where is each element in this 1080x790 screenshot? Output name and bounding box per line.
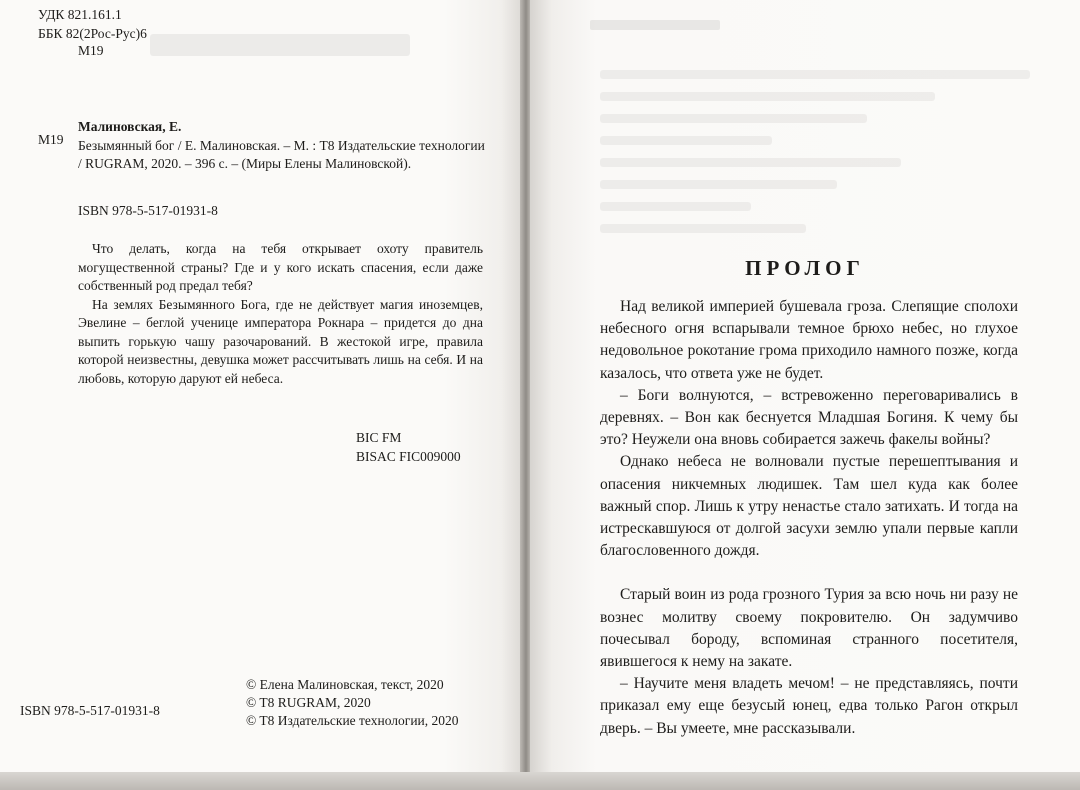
right-page xyxy=(530,0,1080,790)
show-through-lines xyxy=(600,70,1030,246)
body-paragraph: Однако небеса не волновали пустые перешептывания и опасения никчемных людишек. Там шел куда как более важный спор. Лишь к утру ненастье стало затихать. И тогда на истрескавшуюся от долгой засухи землю упали первые капли благословенного дождя. xyxy=(600,453,1018,560)
body-paragraph: Старый воин из рода грозного Турия за всю ночь ни разу не вознес молитву своему покровителю. Он задумчиво почесывал бороду, вспоминая странного посетителя, явившегося к нему на закате. xyxy=(600,586,1018,671)
copyright-line: © T8 RUGRAM, 2020 xyxy=(246,695,371,710)
annotation xyxy=(78,240,483,388)
body-paragraph: – Научите меня владеть мечом! – не представляясь, почти приказал ему еще безусый юнец, едва только Рагон открыл дверь. – Вы умеете, мне рассказывали. xyxy=(600,675,1018,737)
isbn-bottom: ISBN 978-5-517-01931-8 xyxy=(20,703,160,718)
author-mark: М19 xyxy=(78,43,104,58)
body-paragraph: Над великой империей бушевала гроза. Слепящие сполохи небесного огня вспарывали темное брюхо небес, но глухое недовольное рокотание грома приходило намного позже, когда казалось, что ответа уже не будет. xyxy=(600,298,1018,382)
copyright-line: © T8 Издательские технологии, 2020 xyxy=(246,713,459,728)
chapter-title: ПРОЛОГ xyxy=(745,256,865,280)
chapter-body xyxy=(600,296,1018,740)
entry-author: Малиновская, Е. xyxy=(78,119,182,134)
copyright-line: © Елена Малиновская, текст, 2020 xyxy=(246,677,444,692)
scan-bottom-edge xyxy=(0,772,1080,790)
isbn: ISBN 978-5-517-01931-8 xyxy=(78,203,218,218)
bisac-code: BISAC FIC009000 xyxy=(356,449,461,464)
annotation-paragraph: На землях Безымянного Бога, где не действует магия иноземцев, Эвелине – беглой ученице императора Рокнара – придется до дна выпить горькую чашу разочарований. В жестокой игре, правила которой неизвестны, девушка может рассчитывать лишь на себя. И на любовь, которую даруют ей небеса. xyxy=(78,296,483,386)
entry-description: Безымянный бог / Е. Малиновская. – М. : Т8 Издательские технологии / RUGRAM, 2020. – 396 с. – (Миры Елены Малиновской). xyxy=(78,137,485,171)
subject-codes xyxy=(356,428,461,466)
bibliographic-entry xyxy=(78,118,488,174)
body-paragraph: – Боги волнуются, – встревоженно переговаривались в деревнях. – Вон как беснуется Младшая Богиня. К чему бы это? Неужели она вновь собирается зажечь факелы войны? xyxy=(600,386,1018,449)
left-page xyxy=(0,0,522,790)
copyright-block xyxy=(246,676,459,730)
bic-code: BIC FM xyxy=(356,430,402,445)
bbk-code: ББК 82(2Рос-Рус)6 xyxy=(38,25,147,41)
classification-codes xyxy=(38,6,147,43)
annotation-paragraph: Что делать, когда на тебя открывает охоту правитель могущественной страны? Где и у кого искать спасения, если даже собственный род предал тебя? xyxy=(78,241,483,293)
show-through-text xyxy=(150,30,410,64)
udk-code: УДК 821.161.1 xyxy=(38,7,122,22)
author-mark-side: М19 xyxy=(38,132,64,147)
show-through-header xyxy=(590,18,720,34)
